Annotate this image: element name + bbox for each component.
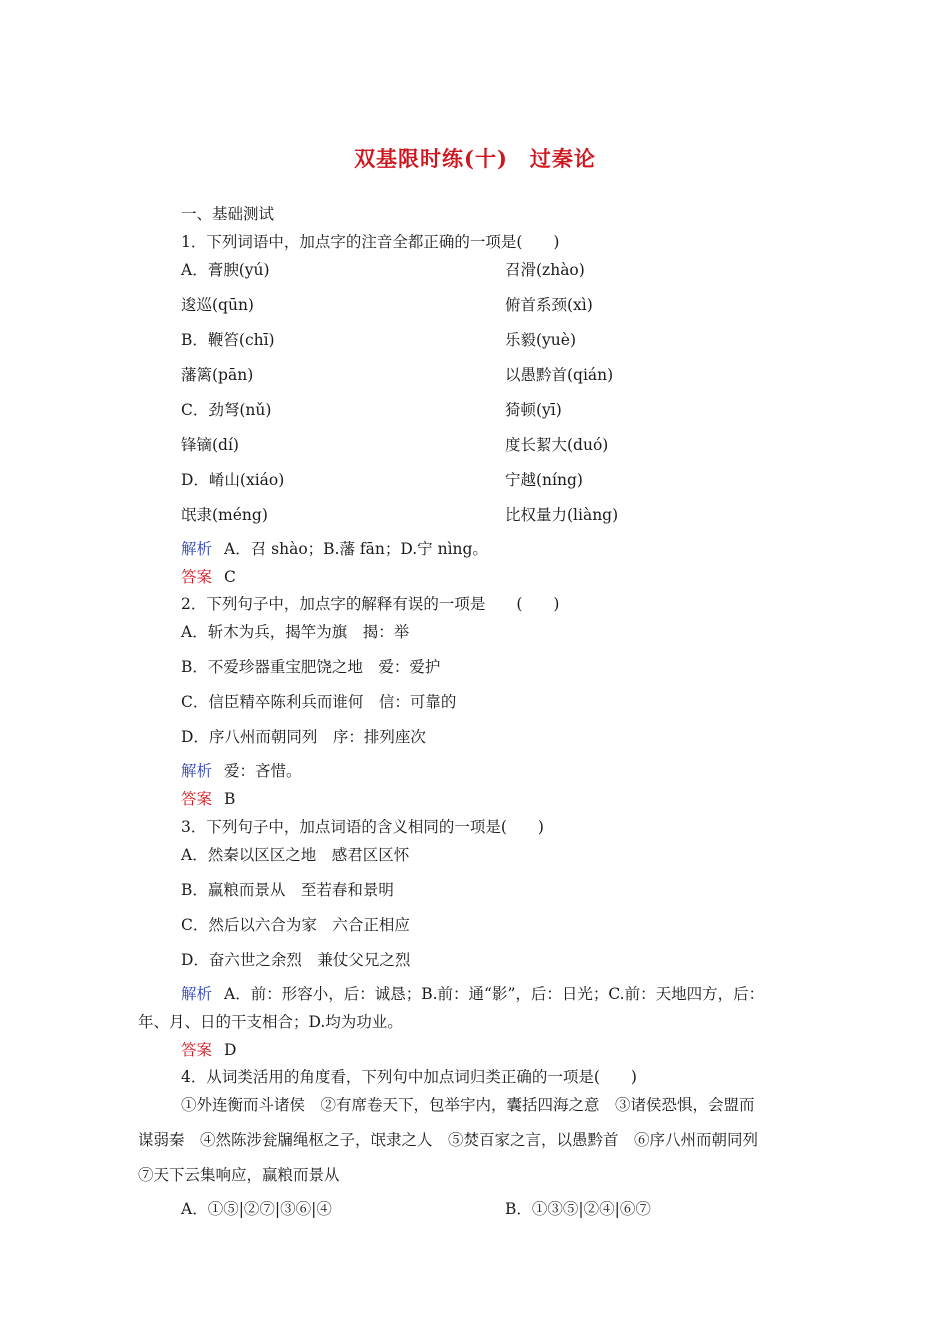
q4-sentences-line2: 谋弱秦 ④然陈涉瓮牖绳枢之子，氓隶之人 ⑤焚百家之言，以愚黔首 ⑥序八州而朝同列 bbox=[138, 1131, 759, 1149]
q1-option-b-2: 乐毅(yuè) bbox=[505, 331, 577, 349]
q2-analysis bbox=[181, 760, 302, 782]
q1-answer bbox=[181, 566, 236, 588]
analysis-text: 爱：吝惜。 bbox=[224, 762, 302, 780]
q1-stem: 1．下列词语中，加点字的注音全都正确的一项是( ) bbox=[181, 233, 560, 251]
q1-option-a-2: 召滑(zhào) bbox=[505, 261, 585, 279]
q1-option-a-3: 逡巡(qūn) bbox=[181, 296, 254, 314]
q4-stem: 4．从词类活用的角度看，下列句中加点词归类正确的一项是( ) bbox=[181, 1068, 637, 1086]
q1-option-a-4: 俯首系颈(xì) bbox=[505, 296, 593, 314]
q1-option-d-4: 比权量力(liàng) bbox=[505, 506, 619, 524]
answer-label: 答案 bbox=[181, 568, 213, 586]
q1-option-b-4: 以愚黔首(qián) bbox=[505, 366, 614, 384]
q2-option-a: A．斩木为兵，揭竿为旗 揭：举 bbox=[181, 623, 410, 641]
q1-option-d-1: D．崤山(xiáo) bbox=[181, 471, 285, 489]
analysis-text: A．召 shào；B.藩 fān；D.宁 nìng。 bbox=[224, 540, 488, 558]
q1-option-b-3: 藩篱(pān) bbox=[181, 366, 254, 384]
analysis-label: 解析 bbox=[181, 985, 213, 1003]
q3-option-c: C．然后以六合为家 六合正相应 bbox=[181, 916, 410, 934]
q4-sentences-line3: ⑦天下云集响应，赢粮而景从 bbox=[138, 1166, 340, 1184]
q1-option-b-1: B．鞭笞(chī) bbox=[181, 331, 275, 349]
page-title: 双基限时练(十) 过秦论 bbox=[354, 146, 596, 171]
answer-label: 答案 bbox=[181, 790, 213, 808]
q1-option-c-4: 度长絜大(duó) bbox=[505, 436, 609, 454]
q1-analysis bbox=[181, 538, 488, 560]
q1-option-a-1: A．膏腴(yú) bbox=[181, 261, 270, 279]
q3-option-b: B．赢粮而景从 至若春和景明 bbox=[181, 881, 394, 899]
q3-option-d: D．奋六世之余烈 兼仗父兄之烈 bbox=[181, 951, 411, 969]
q2-option-c: C．信臣精卒陈利兵而谁何 信：可靠的 bbox=[181, 693, 457, 711]
analysis-label: 解析 bbox=[181, 762, 213, 780]
q4-sentences-line1: ①外连衡而斗诸侯 ②有席卷天下，包举宇内，囊括四海之意 ③诸侯恐惧，会盟而 bbox=[181, 1096, 755, 1114]
answer-text: C bbox=[224, 568, 236, 586]
q1-option-c-2: 猗顿(yī) bbox=[505, 401, 562, 419]
answer-text: D bbox=[224, 1041, 237, 1059]
q3-stem: 3．下列句子中，加点词语的含义相同的一项是( ) bbox=[181, 818, 544, 836]
q1-option-c-3: 锋镝(dí) bbox=[181, 436, 239, 454]
q3-analysis-cont: 年、月、日的干支相合；D.均为功业。 bbox=[138, 1013, 403, 1031]
q3-option-a: A．然秦以区区之地 感君区区怀 bbox=[181, 846, 410, 864]
answer-text: B bbox=[224, 790, 236, 808]
q1-option-d-2: 宁越(níng) bbox=[505, 471, 583, 489]
q2-option-b: B．不爱珍器重宝肥饶之地 爱：爱护 bbox=[181, 658, 441, 676]
answer-label: 答案 bbox=[181, 1041, 213, 1059]
q3-answer bbox=[181, 1039, 236, 1061]
analysis-label: 解析 bbox=[181, 540, 213, 558]
q4-option-b: B．①③⑤|②④|⑥⑦ bbox=[505, 1200, 651, 1218]
q4-option-a: A．①⑤|②⑦|③⑥|④ bbox=[181, 1200, 332, 1218]
q1-option-c-1: C．劲弩(nǔ) bbox=[181, 401, 272, 419]
q2-stem: 2．下列句子中，加点字的解释有误的一项是 ( ) bbox=[181, 595, 560, 613]
q2-answer bbox=[181, 788, 235, 810]
q2-option-d: D．序八州而朝同列 序：排列座次 bbox=[181, 728, 426, 746]
q1-option-d-3: 氓隶(méng) bbox=[181, 506, 268, 524]
section-heading: 一、基础测试 bbox=[181, 205, 275, 223]
analysis-text: A．前：形容小，后：诚恳；B.前：通“影”，后：日光；C.前：天地四方，后： bbox=[224, 985, 765, 1003]
q3-analysis bbox=[181, 983, 764, 1005]
